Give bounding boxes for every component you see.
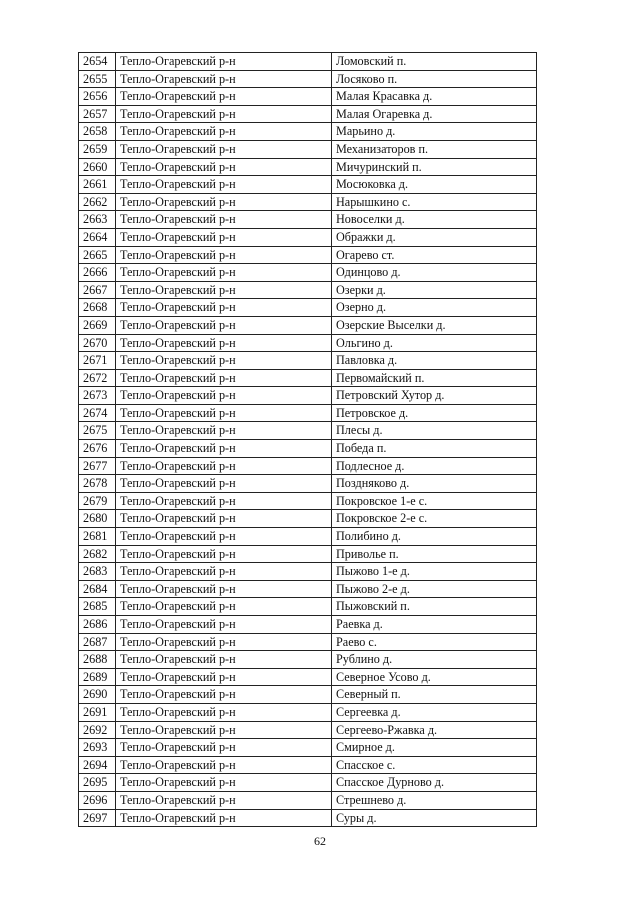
locality-cell: Ображки д. — [332, 228, 537, 246]
table-row — [79, 598, 537, 616]
table-row — [79, 756, 537, 774]
locality-table-body — [79, 53, 537, 827]
locality-cell: Пыжово 2-е д. — [332, 580, 537, 598]
table-row — [79, 422, 537, 440]
row-number-cell: 2687 — [79, 633, 116, 651]
district-cell: Тепло-Огаревский р-н — [116, 686, 332, 704]
locality-cell: Павловка д. — [332, 352, 537, 370]
row-number-cell: 2666 — [79, 264, 116, 282]
locality-cell: Пыжовский п. — [332, 598, 537, 616]
row-number-cell: 2673 — [79, 387, 116, 405]
district-cell: Тепло-Огаревский р-н — [116, 88, 332, 106]
locality-cell: Петровский Хутор д. — [332, 387, 537, 405]
district-cell: Тепло-Огаревский р-н — [116, 352, 332, 370]
district-cell: Тепло-Огаревский р-н — [116, 528, 332, 546]
page-number: 62 — [314, 834, 326, 848]
locality-cell: Спасское Дурново д. — [332, 774, 537, 792]
table-row — [79, 70, 537, 88]
locality-cell: Плесы д. — [332, 422, 537, 440]
district-cell: Тепло-Огаревский р-н — [116, 774, 332, 792]
district-cell: Тепло-Огаревский р-н — [116, 563, 332, 581]
table-row — [79, 246, 537, 264]
table-row — [79, 703, 537, 721]
table-row — [79, 686, 537, 704]
row-number-cell: 2697 — [79, 809, 116, 827]
district-cell: Тепло-Огаревский р-н — [116, 457, 332, 475]
locality-cell: Сергеево-Ржавка д. — [332, 721, 537, 739]
table-row — [79, 369, 537, 387]
table-row — [79, 158, 537, 176]
district-cell: Тепло-Огаревский р-н — [116, 809, 332, 827]
locality-cell: Озерские Выселки д. — [332, 316, 537, 334]
row-number-cell: 2668 — [79, 299, 116, 317]
row-number-cell: 2685 — [79, 598, 116, 616]
row-number-cell: 2695 — [79, 774, 116, 792]
district-cell: Тепло-Огаревский р-н — [116, 598, 332, 616]
locality-cell: Победа п. — [332, 440, 537, 458]
table-row — [79, 651, 537, 669]
locality-cell: Смирное д. — [332, 739, 537, 757]
district-cell: Тепло-Огаревский р-н — [116, 668, 332, 686]
locality-cell: Новоселки д. — [332, 211, 537, 229]
table-row — [79, 440, 537, 458]
table-row — [79, 545, 537, 563]
district-cell: Тепло-Огаревский р-н — [116, 651, 332, 669]
district-cell: Тепло-Огаревский р-н — [116, 616, 332, 634]
district-cell: Тепло-Огаревский р-н — [116, 369, 332, 387]
locality-cell: Полибино д. — [332, 528, 537, 546]
locality-cell: Северное Усово д. — [332, 668, 537, 686]
table-row — [79, 228, 537, 246]
locality-cell: Раево с. — [332, 633, 537, 651]
row-number-cell: 2679 — [79, 492, 116, 510]
locality-cell: Марьино д. — [332, 123, 537, 141]
table-row — [79, 791, 537, 809]
row-number-cell: 2669 — [79, 316, 116, 334]
district-cell: Тепло-Огаревский р-н — [116, 246, 332, 264]
district-cell: Тепло-Огаревский р-н — [116, 492, 332, 510]
table-row — [79, 721, 537, 739]
row-number-cell: 2676 — [79, 440, 116, 458]
table-row — [79, 105, 537, 123]
row-number-cell: 2686 — [79, 616, 116, 634]
row-number-cell: 2656 — [79, 88, 116, 106]
locality-cell: Раевка д. — [332, 616, 537, 634]
locality-cell: Механизаторов п. — [332, 140, 537, 158]
district-cell: Тепло-Огаревский р-н — [116, 281, 332, 299]
row-number-cell: 2690 — [79, 686, 116, 704]
district-cell: Тепло-Огаревский р-н — [116, 70, 332, 88]
table-row — [79, 299, 537, 317]
row-number-cell: 2677 — [79, 457, 116, 475]
district-cell: Тепло-Огаревский р-н — [116, 545, 332, 563]
row-number-cell: 2664 — [79, 228, 116, 246]
locality-cell: Сергеевка д. — [332, 703, 537, 721]
row-number-cell: 2657 — [79, 105, 116, 123]
locality-cell: Малая Красавка д. — [332, 88, 537, 106]
district-cell: Тепло-Огаревский р-н — [116, 316, 332, 334]
table-row — [79, 633, 537, 651]
row-number-cell: 2674 — [79, 404, 116, 422]
table-row — [79, 334, 537, 352]
table-row — [79, 140, 537, 158]
row-number-cell: 2665 — [79, 246, 116, 264]
district-cell: Тепло-Огаревский р-н — [116, 404, 332, 422]
table-row — [79, 316, 537, 334]
district-cell: Тепло-Огаревский р-н — [116, 387, 332, 405]
table-row — [79, 123, 537, 141]
district-cell: Тепло-Огаревский р-н — [116, 721, 332, 739]
district-cell: Тепло-Огаревский р-н — [116, 140, 332, 158]
district-cell: Тепло-Огаревский р-н — [116, 211, 332, 229]
district-cell: Тепло-Огаревский р-н — [116, 739, 332, 757]
row-number-cell: 2655 — [79, 70, 116, 88]
row-number-cell: 2693 — [79, 739, 116, 757]
locality-cell: Нарышкино с. — [332, 193, 537, 211]
district-cell: Тепло-Огаревский р-н — [116, 510, 332, 528]
table-row — [79, 774, 537, 792]
table-row — [79, 668, 537, 686]
table-row — [79, 53, 537, 71]
district-cell: Тепло-Огаревский р-н — [116, 756, 332, 774]
row-number-cell: 2680 — [79, 510, 116, 528]
table-row — [79, 492, 537, 510]
row-number-cell: 2671 — [79, 352, 116, 370]
district-cell: Тепло-Огаревский р-н — [116, 440, 332, 458]
district-cell: Тепло-Огаревский р-н — [116, 580, 332, 598]
table-row — [79, 457, 537, 475]
locality-cell: Суры д. — [332, 809, 537, 827]
row-number-cell: 2682 — [79, 545, 116, 563]
locality-cell: Пыжово 1-е д. — [332, 563, 537, 581]
row-number-cell: 2681 — [79, 528, 116, 546]
table-row — [79, 264, 537, 282]
row-number-cell: 2660 — [79, 158, 116, 176]
district-cell: Тепло-Огаревский р-н — [116, 703, 332, 721]
row-number-cell: 2672 — [79, 369, 116, 387]
row-number-cell: 2696 — [79, 791, 116, 809]
table-row — [79, 281, 537, 299]
row-number-cell: 2663 — [79, 211, 116, 229]
locality-cell: Ломовский п. — [332, 53, 537, 71]
row-number-cell: 2683 — [79, 563, 116, 581]
row-number-cell: 2678 — [79, 475, 116, 493]
row-number-cell: 2692 — [79, 721, 116, 739]
table-row — [79, 809, 537, 827]
district-cell: Тепло-Огаревский р-н — [116, 53, 332, 71]
table-row — [79, 176, 537, 194]
table-row — [79, 211, 537, 229]
locality-cell: Мосюковка д. — [332, 176, 537, 194]
district-cell: Тепло-Огаревский р-н — [116, 105, 332, 123]
locality-cell: Озерно д. — [332, 299, 537, 317]
row-number-cell: 2688 — [79, 651, 116, 669]
table-row — [79, 352, 537, 370]
table-row — [79, 475, 537, 493]
table-row — [79, 528, 537, 546]
table-row — [79, 616, 537, 634]
row-number-cell: 2667 — [79, 281, 116, 299]
table-row — [79, 193, 537, 211]
row-number-cell: 2675 — [79, 422, 116, 440]
locality-cell: Рублино д. — [332, 651, 537, 669]
locality-cell: Мичуринский п. — [332, 158, 537, 176]
row-number-cell: 2654 — [79, 53, 116, 71]
table-row — [79, 88, 537, 106]
row-number-cell: 2662 — [79, 193, 116, 211]
locality-cell: Петровское д. — [332, 404, 537, 422]
row-number-cell: 2659 — [79, 140, 116, 158]
table-row — [79, 510, 537, 528]
locality-cell: Озерки д. — [332, 281, 537, 299]
locality-cell: Лосяково п. — [332, 70, 537, 88]
table-row — [79, 580, 537, 598]
locality-cell: Стрешнево д. — [332, 791, 537, 809]
district-cell: Тепло-Огаревский р-н — [116, 791, 332, 809]
locality-cell: Ольгино д. — [332, 334, 537, 352]
district-cell: Тепло-Огаревский р-н — [116, 123, 332, 141]
locality-cell: Огарево ст. — [332, 246, 537, 264]
row-number-cell: 2694 — [79, 756, 116, 774]
district-cell: Тепло-Огаревский р-н — [116, 299, 332, 317]
locality-cell: Спасское с. — [332, 756, 537, 774]
row-number-cell: 2661 — [79, 176, 116, 194]
row-number-cell: 2689 — [79, 668, 116, 686]
district-cell: Тепло-Огаревский р-н — [116, 264, 332, 282]
locality-cell: Приволье п. — [332, 545, 537, 563]
row-number-cell: 2691 — [79, 703, 116, 721]
locality-cell: Первомайский п. — [332, 369, 537, 387]
district-cell: Тепло-Огаревский р-н — [116, 158, 332, 176]
table-row — [79, 387, 537, 405]
district-cell: Тепло-Огаревский р-н — [116, 193, 332, 211]
locality-cell: Покровское 2-е с. — [332, 510, 537, 528]
row-number-cell: 2670 — [79, 334, 116, 352]
locality-cell: Подлесное д. — [332, 457, 537, 475]
district-cell: Тепло-Огаревский р-н — [116, 422, 332, 440]
district-cell: Тепло-Огаревский р-н — [116, 633, 332, 651]
row-number-cell: 2684 — [79, 580, 116, 598]
locality-table — [78, 52, 537, 827]
district-cell: Тепло-Огаревский р-н — [116, 334, 332, 352]
table-row — [79, 404, 537, 422]
row-number-cell: 2658 — [79, 123, 116, 141]
locality-cell: Северный п. — [332, 686, 537, 704]
locality-cell: Поздняково д. — [332, 475, 537, 493]
district-cell: Тепло-Огаревский р-н — [116, 228, 332, 246]
district-cell: Тепло-Огаревский р-н — [116, 475, 332, 493]
district-cell: Тепло-Огаревский р-н — [116, 176, 332, 194]
locality-cell: Покровское 1-е с. — [332, 492, 537, 510]
locality-cell: Малая Огаревка д. — [332, 105, 537, 123]
table-row — [79, 563, 537, 581]
locality-cell: Одинцово д. — [332, 264, 537, 282]
table-row — [79, 739, 537, 757]
